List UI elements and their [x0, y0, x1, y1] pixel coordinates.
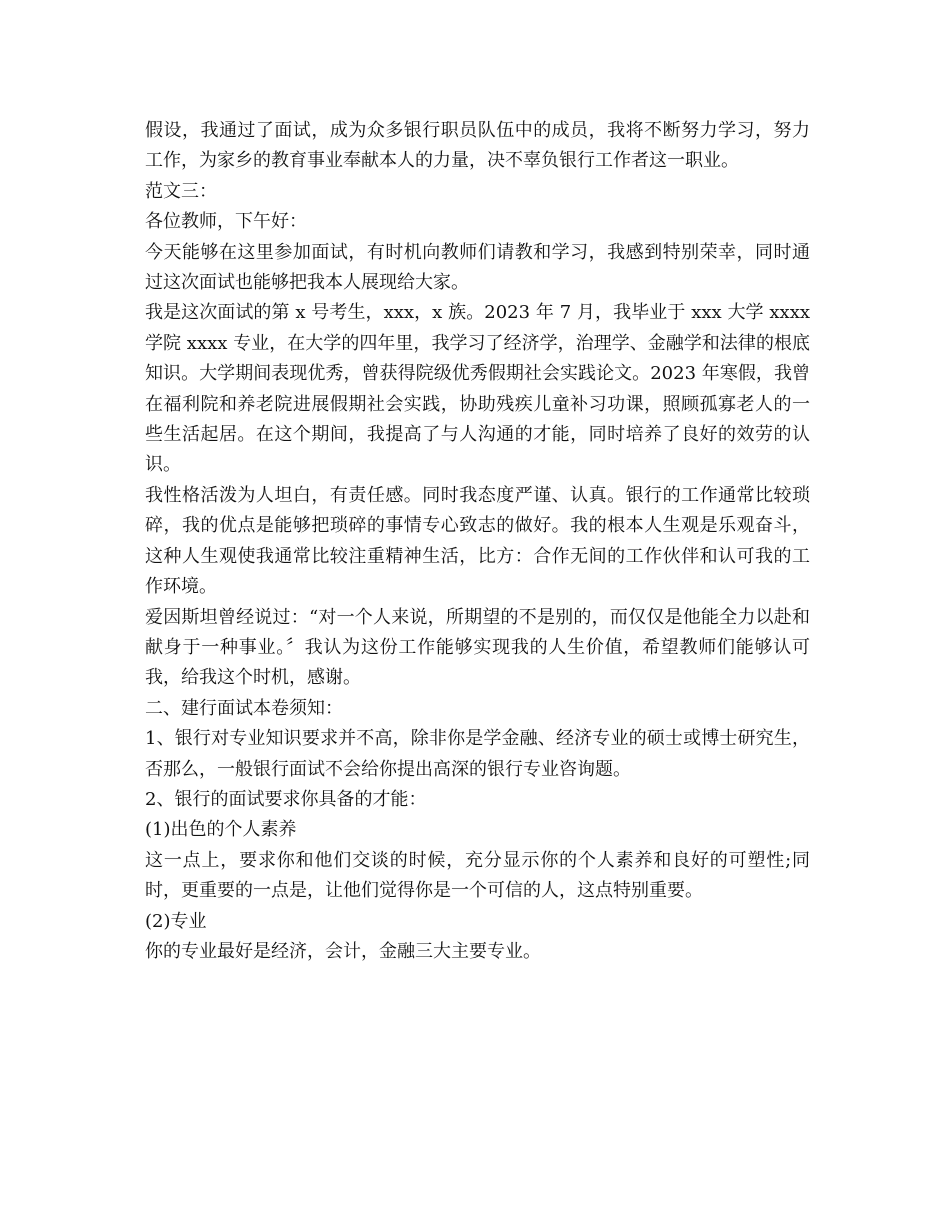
paragraph-5: 我是这次面试的第 x 号考生，xxx，x 族。2023 年 7 月，我毕业于 xxx 大学 xxxx 学院 xxxx 专业，在大学的四年里，我学习了经济学，治理学、金融学和法律的根底知识。大学期间表现优秀，曾获得院级优秀假期社会实践论文。2023 年寒假，我曾在福利院和养老院进展假期社会实践，协助残疾儿童补习功课，照顾孤寡老人的一些生活起居。在这个期间，我提高了与人沟通的才能，同时培养了良好的效劳的认识。 [145, 302, 810, 476]
paragraph-10: 2、银行的面试要求你具备的才能： [145, 788, 427, 810]
paragraph-6: 我性格活泼为人坦白，有责任感。同时我态度严谨、认真。银行的工作通常比较琐碎，我的优点是能够把琐碎的事情专心致志的做好。我的根本人生观是乐观奋斗，这种人生观使我通常比较注重精神生活，比方：合作无间的工作伙伴和认可我的工作环境。 [145, 484, 810, 598]
paragraph-3: 各位教师，下午好： [145, 211, 307, 233]
paragraph-9: 1、银行对专业知识要求并不高，除非你是学金融、经济专业的硕士或博士研究生，否那么，一般银行面试不会给你提出高深的银行专业咨询题。 [145, 728, 810, 780]
paragraph-1: 假设，我通过了面试，成为众多银行职员队伍中的成员，我将不断努力学习，努力工作，为家乡的教育事业奉献本人的力量，决不辜负银行工作者这一职业。 [145, 120, 810, 172]
document-body [145, 116, 810, 967]
paragraph-2: 范文三： [145, 180, 217, 202]
subheading-1: (1)出色的个人素养 [145, 819, 297, 841]
paragraph-14: 你的专业最好是经济，会计，金融三大主要专业。 [145, 940, 541, 962]
paragraph-12: 这一点上，要求你和他们交谈的时候，充分显示你的个人素养和良好的可塑性;同时，更重要的一点是，让他们觉得你是一个可信的人，这点特别重要。 [145, 849, 810, 902]
paragraph-4: 今天能够在这里参加面试，有时机向教师们请教和学习，我感到特别荣幸，同时通过这次面试也能够把我本人展现给大家。 [145, 241, 810, 294]
subheading-2: (2)专业 [145, 910, 207, 932]
paragraph-7: 爱因斯坦曾经说过：“对一个人来说，所期望的不是别的，而仅仅是他能全力以赴和献身于一种事业。〞我认为这份工作能够实现我的人生价值，希望教师们能够认可我，给我这个时机，感谢。 [145, 606, 810, 689]
section-heading: 二、建行面试本卷须知： [145, 697, 343, 719]
